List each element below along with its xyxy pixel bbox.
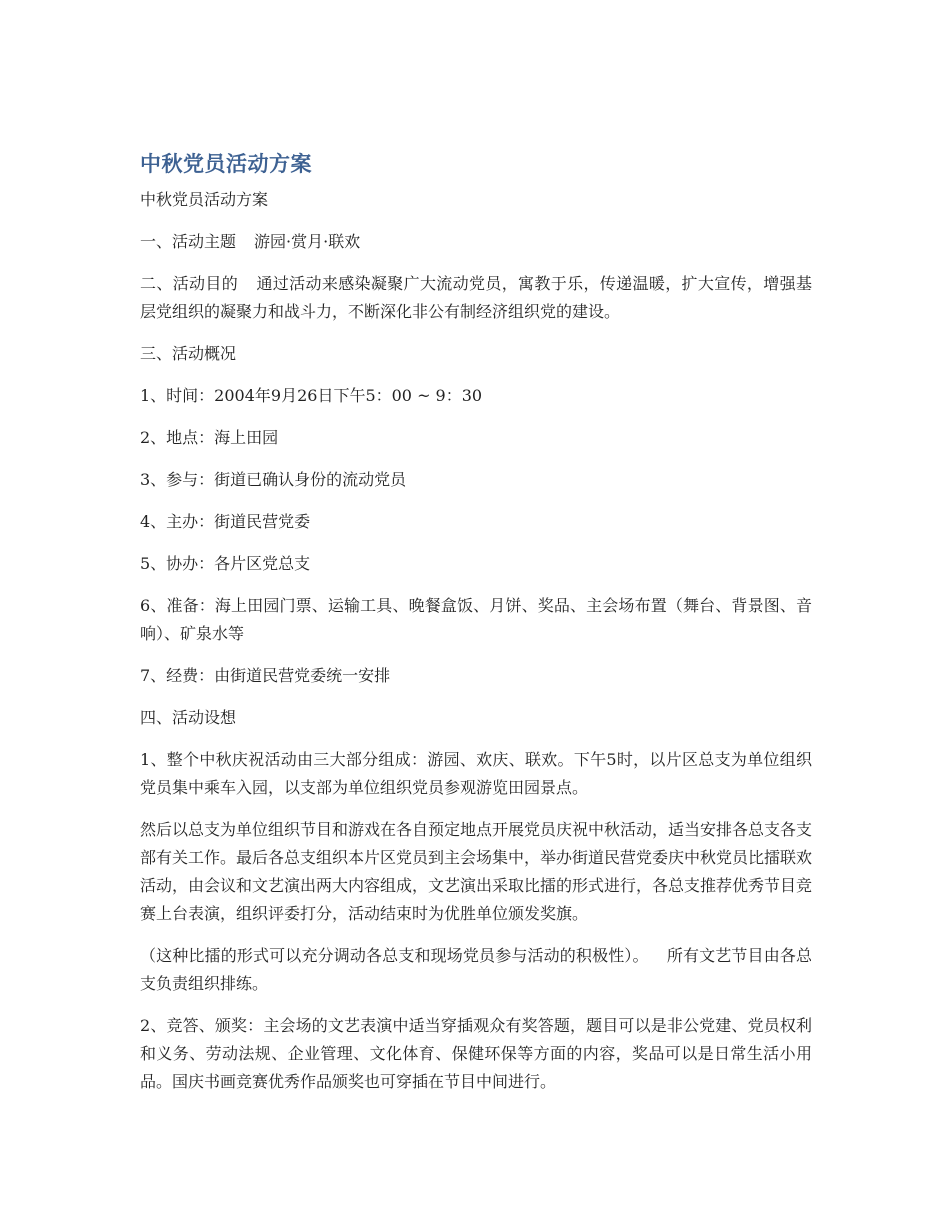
paragraph-plan-1: 1、整个中秋庆祝活动由三大部分组成：游园、欢庆、联欢。下午5时，以片区总支为单位组织党员集中乘车入园，以支部为单位组织党员参观游览田园景点。 bbox=[140, 750, 812, 797]
paragraph-plan-2: 2、竞答、颁奖：主会场的文艺表演中适当穿插观众有奖答题，题目可以是非公党建、党员权利和义务、劳动法规、企业管理、文化体育、保健环保等方面的内容，奖品可以是日常生活小用品。国庆书画竞赛优秀作品颁奖也可穿插在节目中间进行。 bbox=[140, 1016, 812, 1091]
paragraph-purpose bbox=[140, 270, 812, 326]
paragraph-host: 4、主办：街道民营党委 bbox=[140, 512, 311, 531]
paragraph-cohost: 5、协办：各片区党总支 bbox=[140, 554, 311, 573]
paragraph-text: 游园·赏月·联欢 bbox=[254, 232, 361, 251]
paragraph-overview-heading: 三、活动概况 bbox=[140, 344, 237, 363]
paragraph-plan-1-cont: 然后以总支为单位组织节目和游戏在各自预定地点开展党员庆祝中秋活动，适当安排各总支各支部有关工作。最后各总支组织本片区党员到主会场集中，举办街道民营党委庆中秋党员比擂联欢活动，由会议和文艺演出两大内容组成，文艺演出采取比擂的形式进行，各总支推荐优秀节目竞赛上台表演，组织评委打分，活动结束时为优胜单位颁发奖旗。 bbox=[140, 820, 813, 923]
paragraph-text: 通过活动来感染凝聚广大流动党员，寓教于乐，传递温暖，扩大宣传，增强基层党组织的凝聚力和战斗力，不断深化非公有制经济组织党的建设。 bbox=[140, 274, 812, 321]
paragraph-text: 所有文艺节目由各总支负责组织排练。 bbox=[140, 946, 812, 993]
paragraph-plan-note bbox=[140, 942, 812, 998]
paragraph-preparation: 6、准备：海上田园门票、运输工具、晚餐盒饭、月饼、奖品、主会场布置（舞台、背景图、音响）、矿泉水等 bbox=[140, 596, 812, 643]
document-title: 中秋党员活动方案 bbox=[140, 152, 312, 176]
paragraph-participants: 3、参与：街道已确认身份的流动党员 bbox=[140, 470, 407, 489]
document-subtitle: 中秋党员活动方案 bbox=[140, 190, 269, 209]
paragraph-time: 1、时间：2004年9月26日下午5：00 ~ 9：30 bbox=[140, 386, 483, 405]
paragraph-funding: 7、经费：由街道民营党委统一安排 bbox=[140, 666, 391, 685]
document-page bbox=[140, 148, 812, 1110]
paragraph-plan-heading: 四、活动设想 bbox=[140, 708, 237, 727]
paragraph-location: 2、地点：海上田园 bbox=[140, 428, 279, 447]
paragraph-label: 一、活动主题 bbox=[140, 232, 237, 251]
paragraph-label: 二、活动目的 bbox=[140, 274, 239, 293]
paragraph-theme bbox=[140, 228, 812, 256]
paragraph-label: （这种比擂的形式可以充分调动各总支和现场党员参与活动的积极性）。 bbox=[140, 946, 649, 965]
